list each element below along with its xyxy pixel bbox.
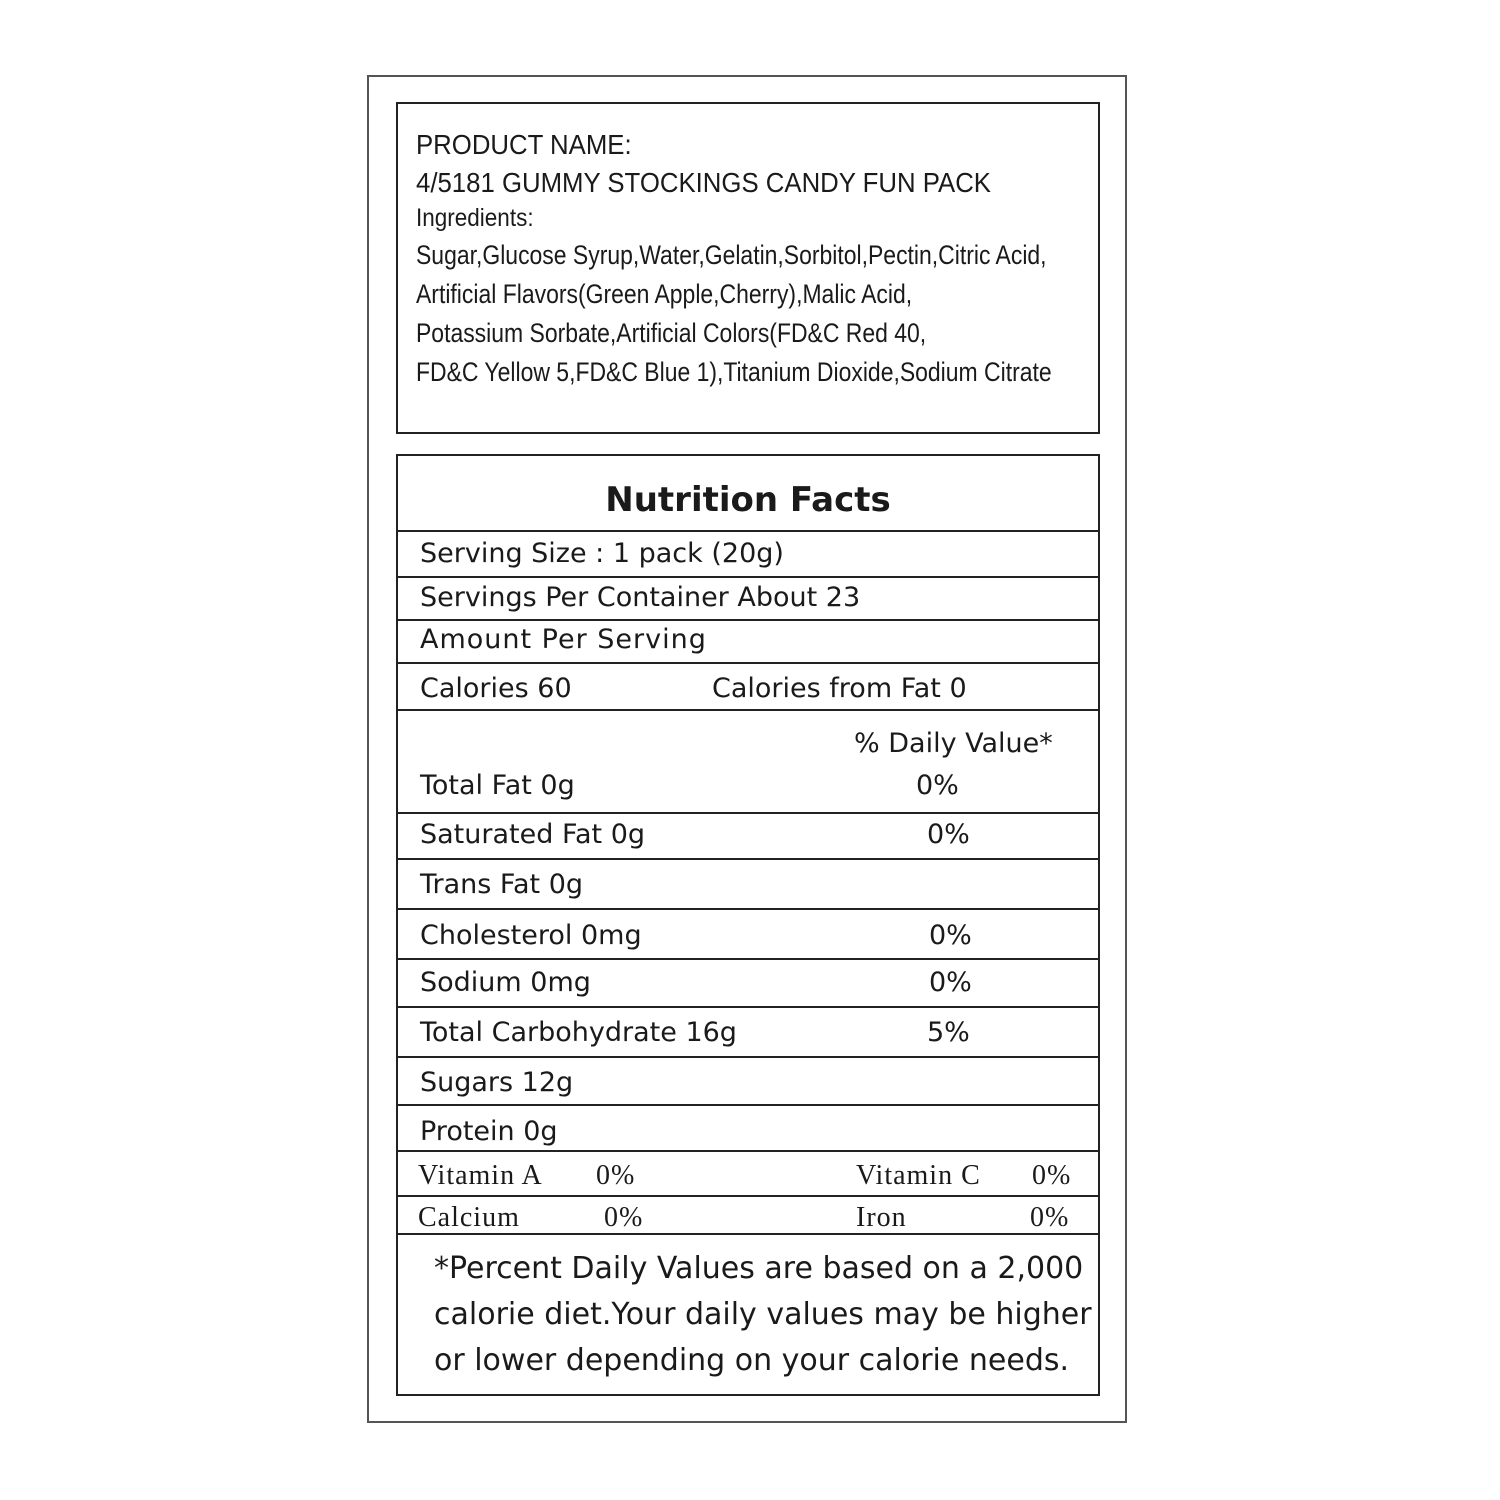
ingredients-list (416, 236, 1096, 392)
iron-label: Iron (856, 1202, 907, 1233)
divider (398, 1233, 1098, 1235)
total-carbohydrate-dv: 5% (927, 1017, 970, 1048)
daily-value-header: % Daily Value* (854, 728, 1053, 759)
daily-value-footnote (434, 1246, 1104, 1384)
cholesterol-dv: 0% (929, 920, 972, 951)
total-fat-label: Total Fat 0g (420, 770, 575, 801)
servings-per-container: Servings Per Container About 23 (420, 582, 861, 613)
saturated-fat-label: Saturated Fat 0g (420, 819, 646, 850)
divider (398, 619, 1098, 621)
vitamin-a-label: Vitamin A (418, 1160, 543, 1191)
sugars-label: Sugars 12g (420, 1067, 574, 1098)
total-carbohydrate-label: Total Carbohydrate 16g (420, 1017, 737, 1048)
ingredients-panel (396, 102, 1100, 434)
vitamin-c-label: Vitamin C (856, 1160, 981, 1191)
trans-fat-label: Trans Fat 0g (420, 869, 584, 900)
divider (398, 1195, 1098, 1197)
divider (398, 709, 1098, 711)
divider (398, 576, 1098, 578)
divider (398, 1104, 1098, 1106)
divider (398, 1006, 1098, 1008)
calories-from-fat: Calories from Fat 0 (712, 673, 967, 704)
divider (398, 858, 1098, 860)
product-name-label: PRODUCT NAME: (416, 129, 632, 160)
divider (398, 958, 1098, 960)
vitamin-c-value: 0% (1032, 1160, 1072, 1191)
nutrition-facts-panel (396, 454, 1100, 1396)
product-name: 4/5181 GUMMY STOCKINGS CANDY FUN PACK (416, 167, 991, 198)
ingredients-label: Ingredients: (416, 204, 534, 232)
ingredients-text (416, 126, 1096, 392)
total-fat-dv: 0% (916, 770, 959, 801)
vitamin-a-value: 0% (596, 1160, 636, 1191)
footnote-line: *Percent Daily Values are based on a 2,000 (434, 1251, 1084, 1286)
divider (398, 1150, 1098, 1152)
divider (398, 662, 1098, 664)
iron-value: 0% (1030, 1202, 1070, 1233)
sodium-dv: 0% (929, 967, 972, 998)
footnote-line: calorie diet.Your daily values may be higher (434, 1297, 1092, 1332)
serving-size: Serving Size : 1 pack (20g) (420, 538, 784, 569)
divider (398, 1056, 1098, 1058)
calcium-label: Calcium (418, 1202, 520, 1233)
ingredients-line: FD&C Yellow 5,FD&C Blue 1),Titanium Dioxide,Sodium Citrate (416, 357, 1052, 387)
footnote-line: or lower depending on your calorie needs. (434, 1343, 1070, 1378)
divider (398, 908, 1098, 910)
ingredients-line: Artificial Flavors(Green Apple,Cherry),Malic Acid, (416, 279, 913, 309)
nutrition-facts-title: Nutrition Facts (605, 480, 891, 520)
calcium-value: 0% (604, 1202, 644, 1233)
divider (398, 530, 1098, 532)
cholesterol-label: Cholesterol 0mg (420, 920, 642, 951)
calories: Calories 60 (420, 673, 572, 704)
ingredients-line: Potassium Sorbate,Artificial Colors(FD&C Red 40, (416, 318, 927, 348)
protein-label: Protein 0g (420, 1116, 558, 1147)
sodium-label: Sodium 0mg (420, 967, 591, 998)
ingredients-line: Sugar,Glucose Syrup,Water,Gelatin,Sorbitol,Pectin,Citric Acid, (416, 240, 1047, 270)
divider (398, 812, 1098, 814)
saturated-fat-dv: 0% (927, 819, 970, 850)
amount-per-serving: Amount Per Serving (420, 624, 707, 655)
